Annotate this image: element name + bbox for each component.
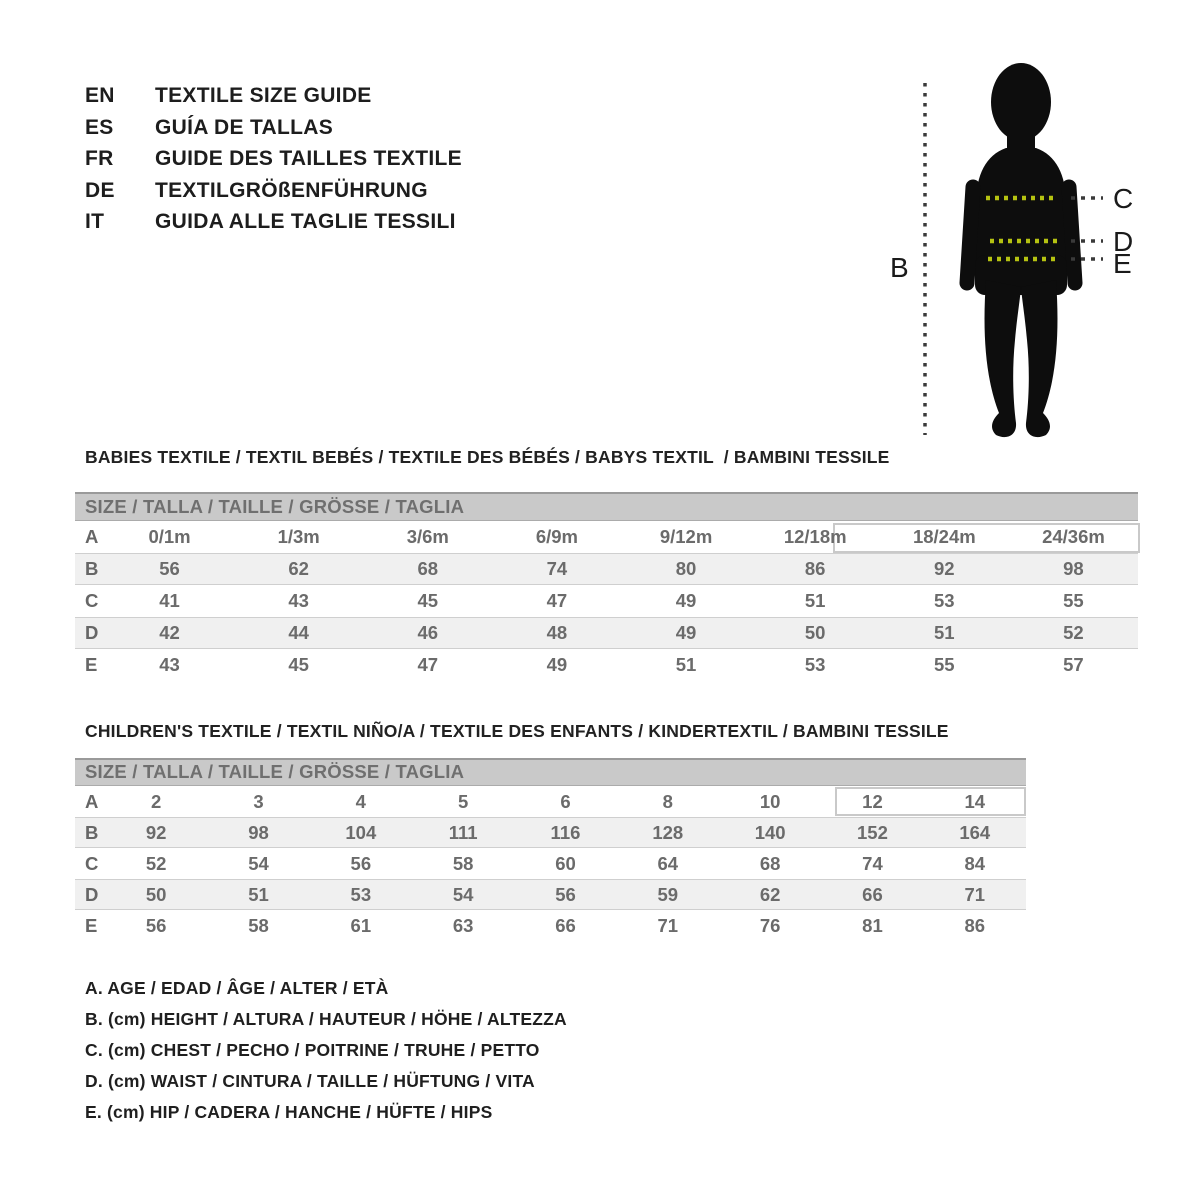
- lang-row-en: [85, 80, 462, 112]
- size-value-cell: 116: [550, 822, 581, 843]
- size-value-cell: 152: [857, 822, 888, 843]
- size-value-cell: 92: [934, 558, 955, 579]
- size-value-cell: 68: [759, 853, 781, 874]
- size-value-cell: 63: [452, 915, 474, 936]
- lang-code: IT: [85, 210, 105, 233]
- children-size-table: [75, 758, 1026, 941]
- row-label: C: [85, 590, 99, 611]
- size-value-cell: 60: [555, 853, 576, 874]
- size-value-cell: 43: [159, 654, 180, 675]
- lang-row-it: [85, 206, 462, 238]
- size-value-cell: 42: [159, 622, 180, 643]
- size-value-cell: 3/6m: [406, 526, 449, 547]
- size-value-cell: 12: [862, 791, 883, 812]
- size-value-cell: 58: [248, 915, 269, 936]
- row-label: E: [85, 915, 98, 936]
- table-row-D: [75, 879, 1026, 910]
- size-value-cell: 54: [452, 884, 474, 905]
- size-value-cell: 98: [248, 822, 269, 843]
- size-value-cell: 53: [804, 654, 826, 675]
- lang-row-fr: [85, 143, 462, 175]
- size-value-cell: 4: [355, 791, 366, 812]
- table-row-E: [75, 910, 1026, 941]
- size-value-cell: 56: [145, 915, 167, 936]
- size-value-cell: 51: [675, 654, 697, 675]
- size-value-cell: 52: [145, 853, 167, 874]
- size-value-cell: 74: [546, 558, 568, 579]
- size-value-cell: 56: [159, 558, 180, 579]
- size-value-cell: 51: [248, 884, 269, 905]
- size-value-cell: 57: [1063, 654, 1084, 675]
- legend-line-height: B. (cm) HEIGHT / ALTURA / HAUTEUR / HÖHE / ALTEZZA: [85, 1009, 567, 1029]
- size-value-cell: 86: [964, 915, 986, 936]
- size-value-cell: 5: [458, 791, 469, 812]
- size-value-cell: 140: [754, 822, 786, 843]
- size-value-cell: 8: [662, 791, 673, 812]
- row-label: D: [85, 884, 99, 905]
- legend-line-waist: D. (cm) WAIST / CINTURA / TAILLE / HÜFTUNG / VITA: [85, 1071, 535, 1091]
- size-value-cell: 14: [964, 791, 986, 812]
- marker-b-label: B: [890, 252, 909, 283]
- measurement-figure: [870, 45, 1170, 445]
- lang-label: GUIDA ALLE TAGLIE TESSILI: [155, 210, 456, 233]
- children-section-heading: CHILDREN'S TEXTILE / TEXTIL NIÑO/A / TEXTILE DES ENFANTS / KINDERTEXTIL / BAMBINI TESSILE: [85, 721, 949, 741]
- size-value-cell: 6/9m: [535, 526, 579, 547]
- size-value-cell: 56: [350, 853, 372, 874]
- lang-row-es: [85, 112, 462, 144]
- size-value-cell: 51: [804, 590, 826, 611]
- size-value-cell: 47: [417, 654, 439, 675]
- row-label: A: [85, 526, 99, 547]
- lang-code: FR: [85, 147, 114, 170]
- marker-c-label: C: [1113, 183, 1134, 214]
- row-label: C: [85, 853, 99, 874]
- size-value-cell: 53: [934, 590, 955, 611]
- row-label: B: [85, 558, 99, 579]
- table-row-E: [75, 649, 1138, 681]
- size-value-cell: 62: [288, 558, 309, 579]
- size-value-cell: 56: [555, 884, 576, 905]
- size-value-cell: 58: [452, 853, 474, 874]
- size-value-cell: 45: [417, 590, 439, 611]
- size-value-cell: 55: [934, 654, 955, 675]
- legend-line-chest: C. (cm) CHEST / PECHO / POITRINE / TRUHE / PETTO: [85, 1040, 540, 1060]
- size-value-cell: 111: [448, 822, 478, 843]
- lang-label: GUÍA DE TALLAS: [155, 115, 334, 139]
- size-value-cell: 61: [350, 915, 372, 936]
- babies-section-heading: BABIES TEXTILE / TEXTIL BEBÉS / TEXTILE DES BÉBÉS / BABYS TEXTIL / BAMBINI TESSILE: [85, 447, 890, 467]
- marker-e-label: E: [1113, 248, 1132, 279]
- size-value-cell: 51: [934, 622, 955, 643]
- legend-line-hip: E. (cm) HIP / CADERA / HANCHE / HÜFTE / HIPS: [85, 1102, 493, 1122]
- size-value-cell: 44: [288, 622, 309, 643]
- measurement-legend: [85, 973, 567, 1128]
- size-value-cell: 1/3m: [277, 526, 320, 547]
- size-value-cell: 66: [862, 884, 883, 905]
- size-value-cell: 3: [253, 791, 264, 812]
- size-value-cell: 50: [804, 622, 826, 643]
- size-value-cell: 55: [1063, 590, 1084, 611]
- table-row-A: [75, 521, 1138, 553]
- size-value-cell: 71: [964, 884, 986, 905]
- size-value-cell: 50: [145, 884, 167, 905]
- size-value-cell: 47: [546, 590, 568, 611]
- size-value-cell: 68: [417, 558, 439, 579]
- row-label: D: [85, 622, 99, 643]
- table-row-C: [75, 848, 1026, 879]
- child-silhouette-figure: [870, 45, 1170, 445]
- lang-code: DE: [85, 178, 115, 202]
- size-value-cell: 45: [288, 654, 309, 675]
- size-value-cell: 71: [657, 915, 679, 936]
- lang-label: GUIDE DES TAILLES TEXTILE: [155, 147, 462, 170]
- size-value-cell: 104: [345, 822, 377, 843]
- table-row-D: [75, 617, 1138, 649]
- size-value-cell: 66: [555, 915, 576, 936]
- size-value-cell: 76: [759, 915, 781, 936]
- table-row-C: [75, 585, 1138, 617]
- size-value-cell: 24/36m: [1042, 526, 1105, 547]
- legend-line-age: A. AGE / EDAD / ÂGE / ALTER / ETÀ: [85, 978, 389, 998]
- size-value-cell: 6: [560, 791, 571, 812]
- size-value-cell: 54: [248, 853, 269, 874]
- lang-code: ES: [85, 115, 114, 139]
- lang-code: EN: [85, 84, 115, 107]
- size-value-cell: 10: [759, 791, 781, 812]
- size-value-cell: 128: [652, 822, 684, 843]
- marker-d-label: D: [1113, 226, 1134, 257]
- size-value-cell: 98: [1063, 558, 1084, 579]
- size-value-cell: 86: [804, 558, 826, 579]
- size-value-cell: 62: [759, 884, 781, 905]
- size-value-cell: 12/18m: [783, 526, 847, 547]
- lang-label: TEXTILGRÖßENFÜHRUNG: [155, 178, 428, 202]
- size-value-cell: 49: [546, 654, 568, 675]
- size-value-cell: 9/12m: [659, 526, 713, 547]
- child-silhouette: [967, 63, 1075, 437]
- size-value-cell: 74: [862, 853, 883, 874]
- size-value-cell: 59: [657, 884, 679, 905]
- size-header-bar: SIZE / TALLA / TAILLE / GRÖSSE / TAGLIA: [75, 492, 1138, 521]
- size-value-cell: 53: [350, 884, 372, 905]
- size-value-cell: 49: [675, 590, 697, 611]
- lang-row-de: [85, 175, 462, 207]
- size-value-cell: 0/1m: [148, 526, 191, 547]
- row-label: E: [85, 654, 98, 675]
- language-title-list: [85, 80, 462, 238]
- size-value-cell: 92: [145, 822, 167, 843]
- row-label: A: [85, 791, 99, 812]
- size-value-cell: 164: [959, 822, 991, 843]
- lang-label: TEXTILE SIZE GUIDE: [155, 84, 372, 107]
- size-value-cell: 18/24m: [912, 526, 976, 547]
- size-value-cell: 2: [151, 791, 162, 812]
- size-value-cell: 48: [546, 622, 568, 643]
- row-label: B: [85, 822, 99, 843]
- size-value-cell: 80: [675, 558, 697, 579]
- size-value-cell: 81: [862, 915, 883, 936]
- size-value-cell: 49: [675, 622, 697, 643]
- table-row-B: [75, 817, 1026, 848]
- table-row-B: [75, 553, 1138, 585]
- size-value-cell: 43: [288, 590, 309, 611]
- size-value-cell: 52: [1063, 622, 1084, 643]
- size-header-bar: SIZE / TALLA / TAILLE / GRÖSSE / TAGLIA: [75, 758, 1026, 786]
- size-value-cell: 84: [964, 853, 986, 874]
- babies-size-table: [75, 492, 1138, 681]
- size-value-cell: 64: [657, 853, 679, 874]
- size-value-cell: 41: [159, 590, 180, 611]
- table-row-A: [75, 786, 1026, 817]
- size-value-cell: 46: [417, 622, 439, 643]
